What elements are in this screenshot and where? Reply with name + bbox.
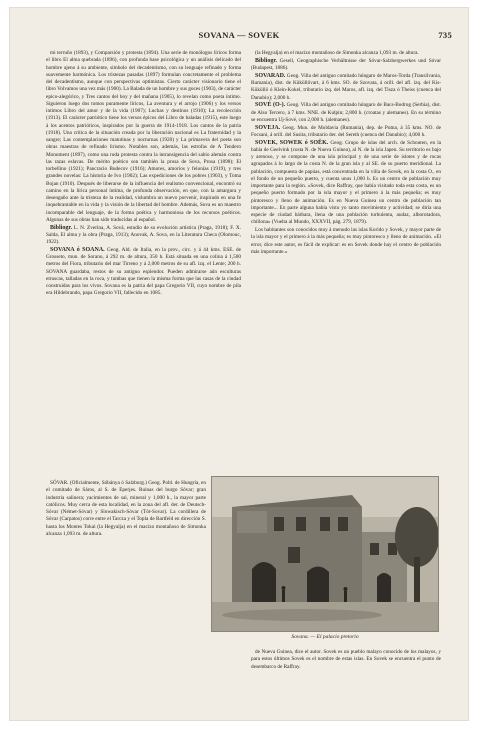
right-paragraph-0: (la Hegyalja) en el macizo montañoso de Simonka alcanza 1,093 m. de altura. [255, 50, 419, 56]
left-paragraph-3: SÓVAR. (Oficialmente, Sóbánya ó Salzburg.) Geog. Pobl. de Hungría, en el comitado de Sáros, al S. de Eperjes. Ruinas del burgo Sóvar; gran industria salinera; yacimientos de sal, mineral y 1,000 h., la mayor parte católicos. Muy cerca de esta localidad, en la zona del afl. der. de Deutsch-Sóvar (Német-Sóvar) y Slowakisch-Sóvar (Tót-Sovar). La cordillera de Sóvar (Carpatos) corre entre el Tarcza y el Topla de Bartfeld en dirección S. hasta los Montes Tokai (la Hegyalja) en el macizo montañoso de Simonka alcanza 1,093 m. de altura. [46, 480, 207, 537]
left-paragraph-0: mi terruño (1893), y Comparsión y protesta (1894). Una serie de monólogos líricos forma el libro El alma quebrada (1896), con profunda base psicológica y un análisis delicado del hombre ajeno á su ambiente, símbolo del decadentismo, con su lenguaje refinado y forma suavemente harmónica. Los tristezas pasadas (1897) formulan concretamente el problema del decadentismo, aunque con perspectivas optimistas. Cierto carácter visionario tiene el libro Volvamos una vez más (1900). La Balada de un hombre y sus goces (1903), de carácter epico-alegórico, y Tres cantos del hoy y del mañana (1905), lo revelan como poeta íntimo. Siguieron luego dos tomos puramente líricos, La aventura y el arrojo (1906) y los versos intimos Libro del amor y de la vida (1907); Luchas y destinos (1910); La recolección (1913). El carácter patriótico tiene los versos épicos del Libro de baladas (1915), este luego á los acentos patrióticos, inspirados por la guerra de 1914-1918. Los cantos de la patria (1918). Una crítica de la situación creada por la liberación nacional es La fraternidad y la sangre; Las contemplaciones matutinas y nocturnas (1920) y La primavera del poeta son obras maestras de refinado lirismo. Notables son, además, las estrofas de A Tendero Monument (1897), como una roda protesta contra la intransigencia del sabio alemán contra las razas eslavas. De mérito poético son también la prosa de Sova, Prosa (1898); El torbellino (1921); Pancracio Budecov (1916); Amores, amoríos y felonías (1919), y tres grandes novelas: La historia de Ivo (1902); Las expediciones de los pobres (1903), y Toma Bojan (1910). Después de liberarse de la influencia del realismo convencional, encontró su camino en la lírica personal íntima, de profunda observación, en que, con la amargura y desengaño ante la tristeza de la realidad, vislumbra un nuevo porvenir, inspirado en una fe inquebrantable en la vida y la visión de la libertad del hombre. Además, Sova es un maestro incomparable del lenguaje, de la forma poética y harmoniosa de los recursos poéticos. Algunas de sus obras han sido traducidas al español. [46, 50, 241, 223]
bottom-paragraph: de Nueva Guinea, dice el autor. Sovek es un pueblo malayo conocido de los malayos, y para estos últimos Sovek es el nombre de estas islas. En Sovek se encuentra el punto de desembarco de Raffray. [251, 649, 441, 670]
left-column [46, 50, 241, 298]
palace-illustration [212, 477, 438, 631]
right-paragraph-1: Bibliogr. Gesell, Geographische Verhältnisse der Sóvar-Salzbergwerkes und Sóvar (Budapest, 1886). [251, 57, 442, 71]
right-column [251, 50, 441, 257]
header-title: SOVANA — SOVEK [198, 30, 280, 40]
right-paragraph-6: Los habitantes son conocidos muy á menudo las islas Korido y Sovek, y mayor parte de la isla mayor y el primero á la más pequeña; es muy pintoresco y lleno de animación. «El error, dice este autor, es fácil de explicar: es en Sovek donde hay el centro de población más importante.» [251, 227, 441, 255]
right-column-bottom [251, 649, 441, 671]
running-header [10, 30, 468, 42]
page-number: 735 [438, 30, 452, 40]
right-paragraph-4: SOVEJA. Geog. Mun. de Moldavia (Rumania), dep. de Putna, á 35 kms. NO. de Focsani, á orill. del Susita, tributario der. del Sereth (cuenca del Danubio); 4,000 h. [251, 124, 441, 138]
left-column-bottom [46, 480, 206, 539]
book-page [10, 8, 468, 720]
left-paragraph-2: SOVANA ó SOANA. Geog. Ald. de Italia, en la prov., circ. y á 44 kms. ESE. de Grosseto, mun. de Sorano, á 292 m. de altura, 350 h. Está situada en una colina á 1,500 metros del Fiora, tributario del mar Tirreno y á 2,000 metros de su afl. izq. el Lente; 200 h. SOVANA guardaba, restos de su antiguo esplendor. Pueden admirarse aún esculturas etruscas, talladas en la roca, y tumbas que tienen la misma forma que las casas de la ciudad construidas para los vivos. Sovana es la patria del papa Gregorio VII, cuyo nombre de pila era Hildebrando, papa Gregorio VII, fallecido en 1085. [46, 246, 242, 297]
figure-caption: Sovana. — El palacio pretorio [291, 634, 359, 640]
figure-sovana-palace [211, 476, 439, 646]
right-paragraph-3: SOVÉ (O-). Geog. Villa del antiguo comitado húngaro de Bacs-Bodrog (Serbia), dist. de Also Tercero, á 7 kms. NNE. de Kulpin; 2,800 h. (croatas y alemanes). En su término se encuentra Uj-Sové, con 2,000 h. (alemanes). [251, 102, 442, 123]
right-paragraph-2: SOVARAD. Geog. Villa del antiguo comitado húngaro de Maros-Torda (Transilvania, Rumania), dist. de Küküllövart, á 6 kms. SO. de Szovata, á orill. del afl. izq. del Kis-Küküllö ó Klein-Kokel, tributario izq. del Maros, afl. izq. del Tisza ó Theiss (cuenca del Danubio); 2,000 h. [251, 72, 441, 101]
right-paragraph-5: SOVEK, SOWEK ó SOËK. Geog. Grupo de islas del arch. de Schouten, en la bahía de Geelvink (costa N. de Nueva Guinea), al N. de la isla Japen. Su territorio es bajo y arenoso, y se compone de una isla principal y de una serie de islotes y de rocas agrupados á lo largo de la costa N. de la gran isla y al SE. de su puerto meridional. La población, compuesta de papúas, está concentrada en la villa de Sovek, en la costa O., en el fondo de un pequeño puerto, y cuenta unos 1,000 h. Es un centro de población muy importante para la región. «Sovek, dice Raffray, que había visitado toda esta costa, es un pequeño puerto formado por la isla mayor y el primero á la más pequeña; es muy pintoresco y lleno de animación. Es en Nueva Guinea un centro de población tan importante... En parte alguna había visto yo tanto movimiento y actividad; se diría una especie de ciudad bárbara, llena de una población turbulenta, audaz, alborotadora, chillona» (Vuelta al Mundo, XXXVII, pág. 279, 1879). [251, 139, 441, 226]
left-paragraph-1: Bibliogr. L. N. Zverina, A. Sová, estudio de su evolución artística (Praga, 1918); F. X. Salda, El alma y la obra (Praga, 1913); Anovak, A. Sova, en la Literatura Checa (Olomouc, 1922). [46, 224, 242, 245]
palace-photo [211, 476, 439, 632]
